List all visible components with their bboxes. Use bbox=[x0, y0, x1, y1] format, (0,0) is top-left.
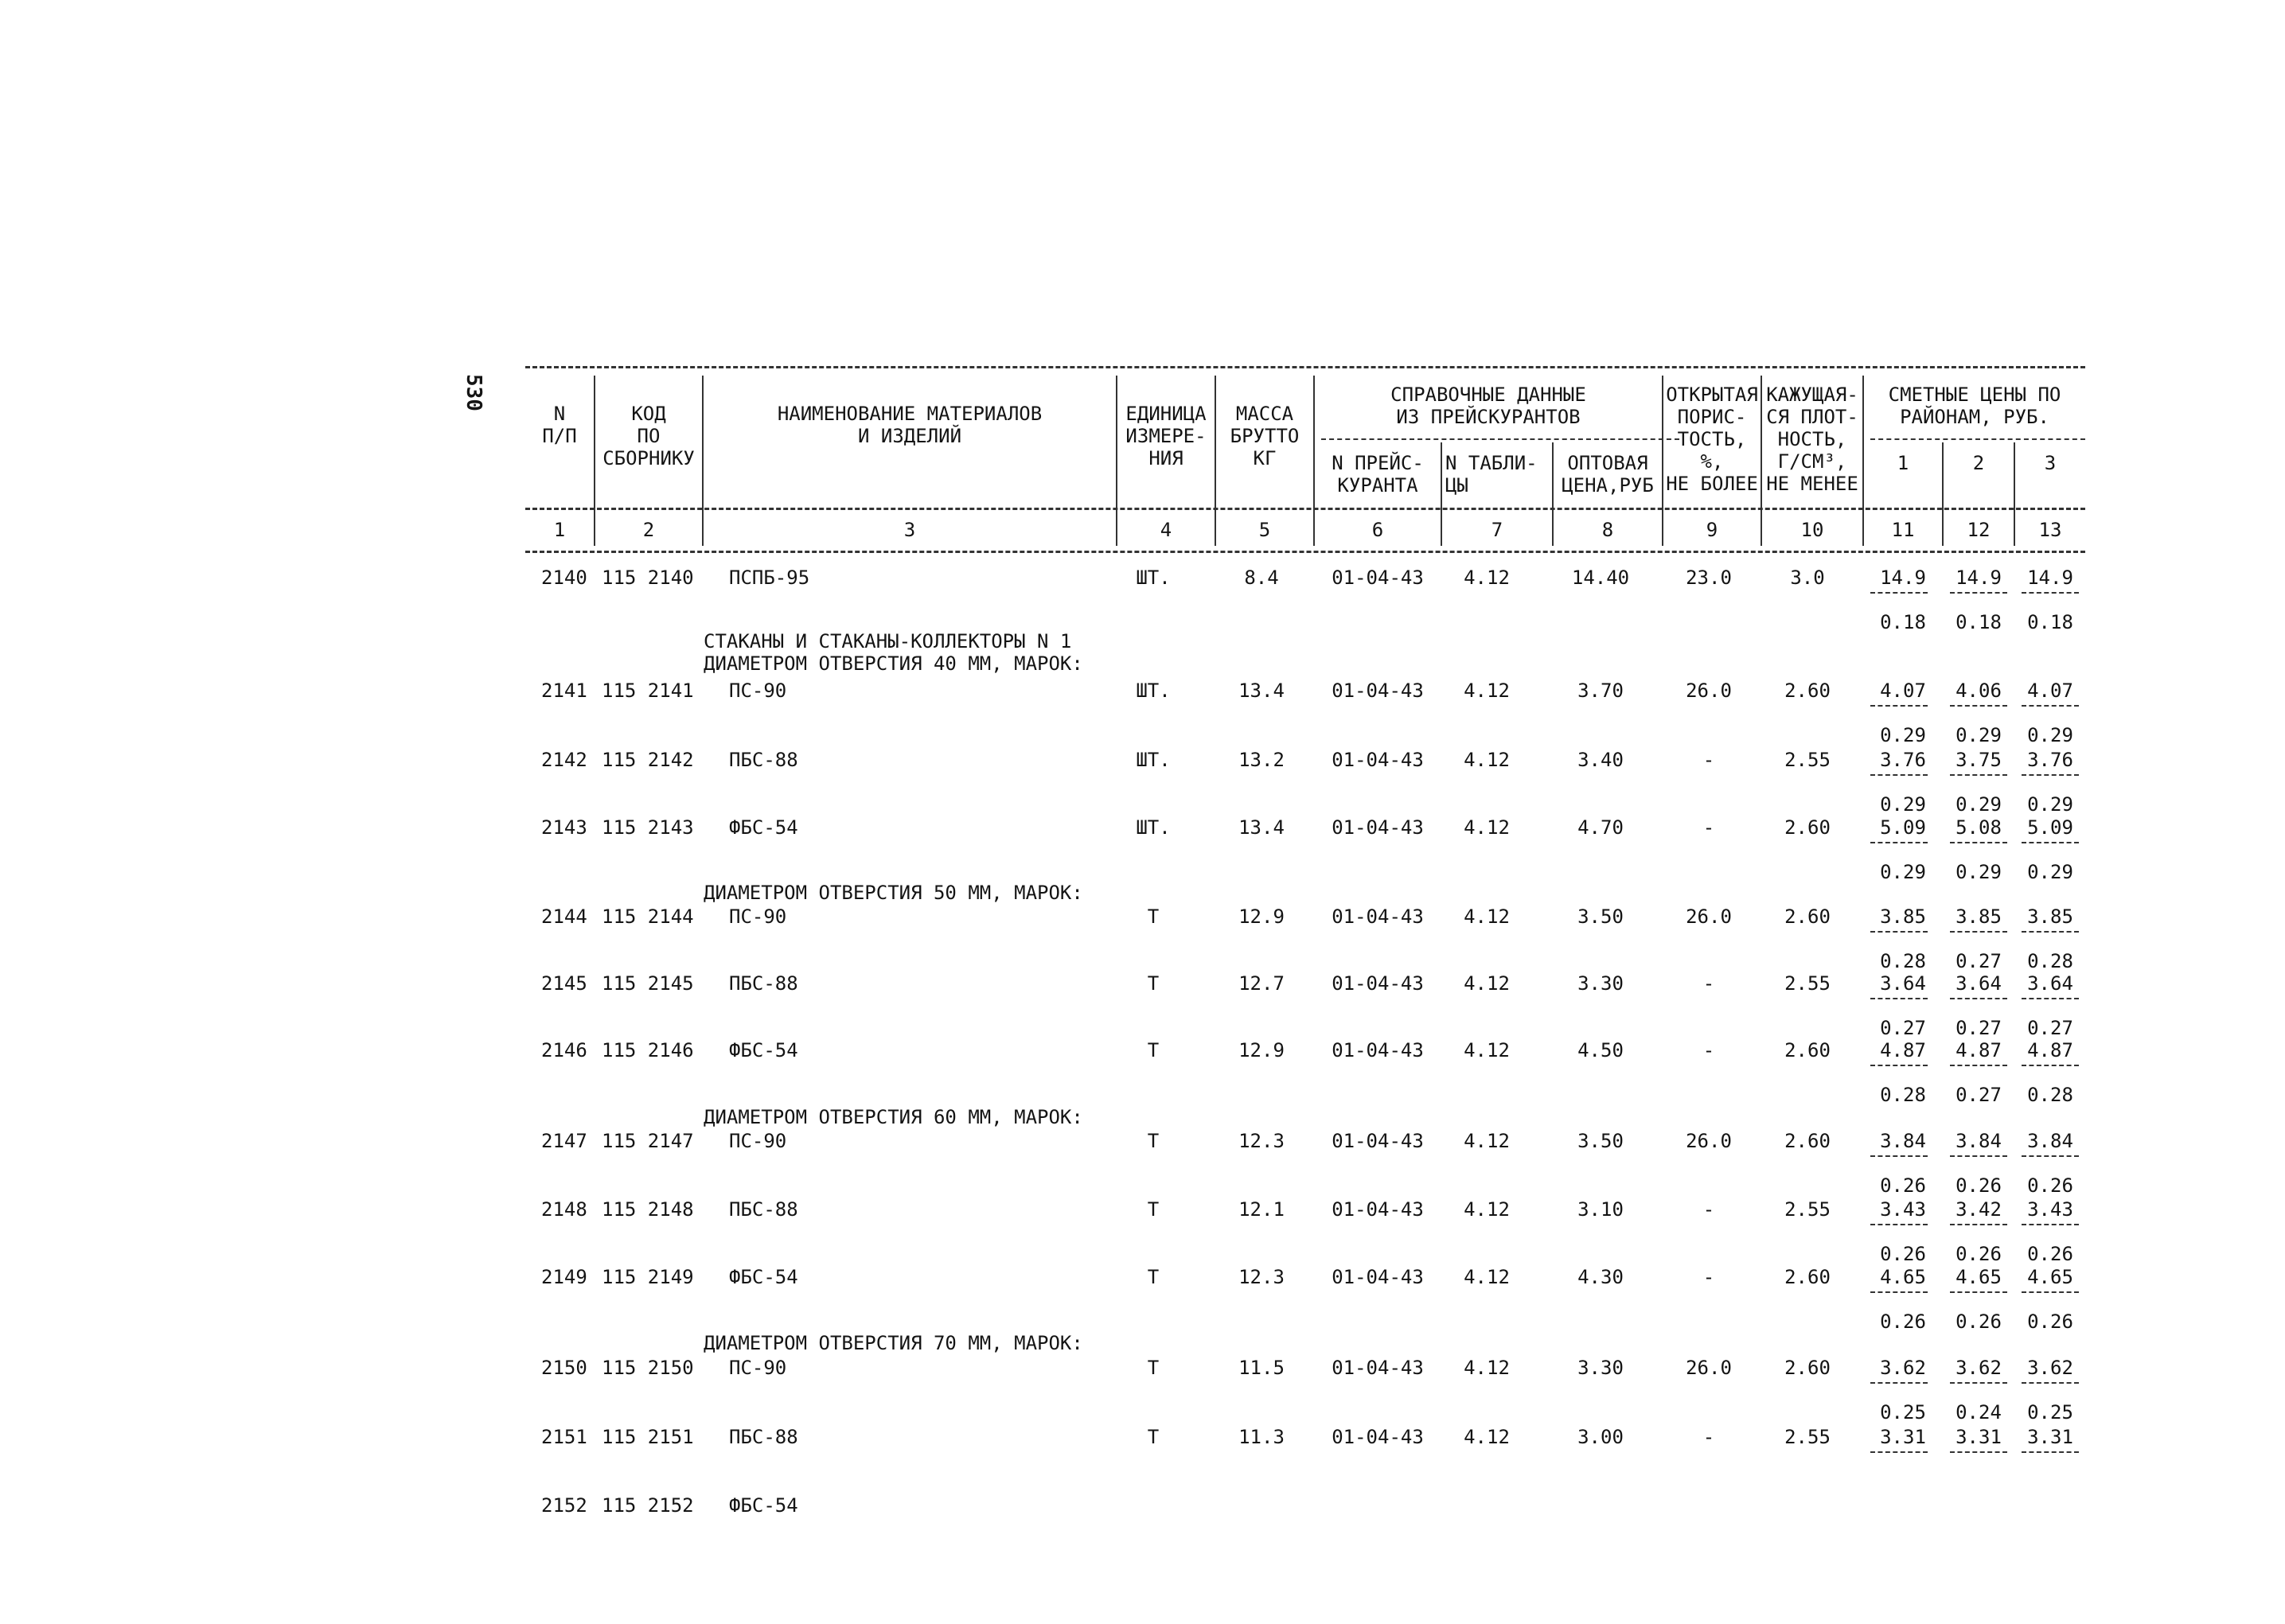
fraction-line bbox=[2022, 842, 2079, 843]
row-table: 4.12 bbox=[1464, 972, 1510, 995]
row-region-price-2: 3.84 bbox=[1956, 1130, 2002, 1152]
row-pricelist: 01-04-43 bbox=[1332, 1266, 1424, 1288]
row-region-transport-2: 0.26 bbox=[1956, 1174, 2002, 1197]
row-wholesale-price: 4.70 bbox=[1577, 816, 1624, 839]
row-region-price-1: 4.65 bbox=[1880, 1266, 1926, 1288]
row-unit: ШТ. bbox=[1136, 567, 1171, 589]
fraction-line bbox=[1950, 592, 2007, 594]
fraction-line bbox=[1950, 705, 2007, 707]
row-pricelist: 01-04-43 bbox=[1332, 1130, 1424, 1152]
fraction-line bbox=[1870, 998, 1928, 999]
row-porosity: - bbox=[1702, 1426, 1715, 1448]
row-name: ПС-90 bbox=[729, 680, 787, 702]
row-pricelist: 01-04-43 bbox=[1332, 1426, 1424, 1448]
row-pricelist: 01-04-43 bbox=[1332, 816, 1424, 839]
row-region-price-3: 3.62 bbox=[2027, 1357, 2073, 1379]
row-density: 2.55 bbox=[1784, 1426, 1831, 1448]
fraction-line bbox=[1870, 774, 1928, 776]
row-density: 2.60 bbox=[1784, 680, 1831, 702]
row-porosity: - bbox=[1702, 1266, 1715, 1288]
row-table: 4.12 bbox=[1464, 1357, 1510, 1379]
row-table: 4.12 bbox=[1464, 567, 1510, 589]
row-region-price-2: 14.9 bbox=[1956, 567, 2002, 589]
column-number: 13 bbox=[2038, 519, 2062, 541]
fraction-line bbox=[1870, 592, 1928, 594]
header-rule bbox=[525, 508, 2085, 510]
header-region-2: 2 bbox=[1972, 452, 1985, 474]
row-region-transport-3: 0.26 bbox=[2027, 1310, 2073, 1333]
header-wholesale-price: ОПТОВАЯ ЦЕНА,РУБ bbox=[1562, 452, 1654, 497]
row-code: 115 2140 bbox=[602, 567, 694, 589]
row-region-price-2: 3.42 bbox=[1956, 1198, 2002, 1221]
row-code: 115 2145 bbox=[602, 972, 694, 995]
row-name: ПБС-88 bbox=[729, 1426, 798, 1448]
fraction-line bbox=[1950, 774, 2007, 776]
fraction-line bbox=[1870, 1155, 1928, 1157]
fraction-line bbox=[2022, 1291, 2079, 1293]
row-unit: Т bbox=[1147, 1039, 1160, 1061]
row-region-price-1: 3.31 bbox=[1880, 1426, 1926, 1448]
row-region-price-2: 3.75 bbox=[1956, 749, 2002, 771]
row-porosity: - bbox=[1702, 1198, 1715, 1221]
row-porosity: 23.0 bbox=[1686, 567, 1732, 589]
column-number: 10 bbox=[1800, 519, 1824, 541]
column-number: 5 bbox=[1258, 519, 1271, 541]
row-mass: 13.4 bbox=[1238, 816, 1285, 839]
section-heading: ДИАМЕТРОМ ОТВЕРСТИЯ 60 ММ, МАРОК: bbox=[704, 1106, 1083, 1128]
row-region-price-1: 3.84 bbox=[1880, 1130, 1926, 1152]
numbers-rule bbox=[525, 551, 2085, 553]
fraction-line bbox=[1870, 1382, 1928, 1384]
row-unit: ШТ. bbox=[1136, 816, 1171, 839]
row-mass: 12.3 bbox=[1238, 1266, 1285, 1288]
row-region-price-2: 3.31 bbox=[1956, 1426, 2002, 1448]
row-unit: ШТ. bbox=[1136, 680, 1171, 702]
row-code: 115 2148 bbox=[602, 1198, 694, 1221]
row-region-price-3: 3.43 bbox=[2027, 1198, 2073, 1221]
row-code: 115 2142 bbox=[602, 749, 694, 771]
row-region-price-1: 5.09 bbox=[1880, 816, 1926, 839]
row-region-price-2: 3.85 bbox=[1956, 905, 2002, 928]
row-name: ФБС-54 bbox=[729, 1266, 798, 1288]
row-code: 115 2150 bbox=[602, 1357, 694, 1379]
row-unit: Т bbox=[1147, 1357, 1160, 1379]
row-code: 115 2143 bbox=[602, 816, 694, 839]
row-number: 2150 bbox=[541, 1357, 587, 1379]
row-mass: 12.1 bbox=[1238, 1198, 1285, 1221]
header-n: N П/П bbox=[542, 403, 577, 447]
row-density: 3.0 bbox=[1790, 567, 1825, 589]
row-number: 2142 bbox=[541, 749, 587, 771]
row-code: 115 2152 bbox=[602, 1494, 694, 1517]
row-density: 2.55 bbox=[1784, 749, 1831, 771]
fraction-line bbox=[2022, 1224, 2079, 1225]
row-region-price-1: 3.76 bbox=[1880, 749, 1926, 771]
header-code: КОД ПО СБОРНИКУ bbox=[602, 403, 695, 469]
fraction-line bbox=[1950, 998, 2007, 999]
row-number: 2152 bbox=[541, 1494, 587, 1517]
row-table: 4.12 bbox=[1464, 905, 1510, 928]
fraction-line bbox=[1870, 931, 1928, 933]
section-heading: ДИАМЕТРОМ ОТВЕРСТИЯ 50 ММ, МАРОК: bbox=[704, 882, 1083, 904]
row-number: 2141 bbox=[541, 680, 587, 702]
column-number: 2 bbox=[642, 519, 655, 541]
row-region-transport-2: 0.18 bbox=[1956, 611, 2002, 633]
header-table-no: N ТАБЛИ- ЦЫ bbox=[1445, 452, 1538, 497]
row-pricelist: 01-04-43 bbox=[1332, 1198, 1424, 1221]
row-region-price-1: 3.64 bbox=[1880, 972, 1926, 995]
column-number: 12 bbox=[1967, 519, 1991, 541]
row-wholesale-price: 14.40 bbox=[1571, 567, 1630, 589]
row-name: ПБС-88 bbox=[729, 972, 798, 995]
row-pricelist: 01-04-43 bbox=[1332, 680, 1424, 702]
column-number: 4 bbox=[1160, 519, 1172, 541]
row-density: 2.55 bbox=[1784, 972, 1831, 995]
row-region-transport-3: 0.26 bbox=[2027, 1174, 2073, 1197]
row-pricelist: 01-04-43 bbox=[1332, 905, 1424, 928]
row-table: 4.12 bbox=[1464, 816, 1510, 839]
section-heading: ДИАМЕТРОМ ОТВЕРСТИЯ 70 ММ, МАРОК: bbox=[704, 1332, 1083, 1354]
row-region-transport-2: 0.27 bbox=[1956, 1084, 2002, 1106]
row-region-transport-3: 0.25 bbox=[2027, 1401, 2073, 1423]
row-number: 2146 bbox=[541, 1039, 587, 1061]
row-unit: Т bbox=[1147, 905, 1160, 928]
row-region-price-2: 3.64 bbox=[1956, 972, 2002, 995]
row-region-price-3: 4.07 bbox=[2027, 680, 2073, 702]
row-wholesale-price: 4.50 bbox=[1577, 1039, 1624, 1061]
page-number: 530 bbox=[462, 374, 485, 411]
row-porosity: 26.0 bbox=[1686, 1357, 1732, 1379]
row-region-transport-2: 0.27 bbox=[1956, 950, 2002, 972]
row-code: 115 2147 bbox=[602, 1130, 694, 1152]
row-pricelist: 01-04-43 bbox=[1332, 972, 1424, 995]
row-name: ФБС-54 bbox=[729, 816, 798, 839]
header-pricelist-no: N ПРЕЙС- КУРАНТА bbox=[1332, 452, 1424, 497]
row-table: 4.12 bbox=[1464, 680, 1510, 702]
fraction-line bbox=[1950, 1382, 2007, 1384]
column-number: 6 bbox=[1371, 519, 1384, 541]
row-region-price-1: 3.43 bbox=[1880, 1198, 1926, 1221]
row-code: 115 2144 bbox=[602, 905, 694, 928]
row-region-price-3: 3.85 bbox=[2027, 905, 2073, 928]
row-mass: 13.4 bbox=[1238, 680, 1285, 702]
column-number: 1 bbox=[553, 519, 566, 541]
row-porosity: 26.0 bbox=[1686, 1130, 1732, 1152]
row-mass: 12.3 bbox=[1238, 1130, 1285, 1152]
row-table: 4.12 bbox=[1464, 749, 1510, 771]
fraction-line bbox=[2022, 705, 2079, 707]
row-code: 115 2146 bbox=[602, 1039, 694, 1061]
row-region-transport-3: 0.18 bbox=[2027, 611, 2073, 633]
fraction-line bbox=[2022, 774, 2079, 776]
row-unit: Т bbox=[1147, 1426, 1160, 1448]
fraction-line bbox=[1950, 1155, 2007, 1157]
row-region-transport-1: 0.29 bbox=[1880, 861, 1926, 883]
row-region-price-2: 4.65 bbox=[1956, 1266, 2002, 1288]
row-porosity: 26.0 bbox=[1686, 905, 1732, 928]
row-region-price-3: 3.31 bbox=[2027, 1426, 2073, 1448]
row-region-transport-3: 0.28 bbox=[2027, 950, 2073, 972]
row-wholesale-price: 3.10 bbox=[1577, 1198, 1624, 1221]
row-region-transport-3: 0.28 bbox=[2027, 1084, 2073, 1106]
row-region-price-3: 3.76 bbox=[2027, 749, 2073, 771]
column-number: 9 bbox=[1706, 519, 1718, 541]
row-density: 2.60 bbox=[1784, 1039, 1831, 1061]
row-number: 2144 bbox=[541, 905, 587, 928]
row-density: 2.55 bbox=[1784, 1198, 1831, 1221]
row-region-price-1: 3.85 bbox=[1880, 905, 1926, 928]
row-region-transport-1: 0.25 bbox=[1880, 1401, 1926, 1423]
fraction-line bbox=[1950, 1451, 2007, 1453]
row-mass: 12.9 bbox=[1238, 905, 1285, 928]
row-region-transport-3: 0.29 bbox=[2027, 793, 2073, 816]
column-number: 3 bbox=[903, 519, 916, 541]
row-region-transport-1: 0.27 bbox=[1880, 1017, 1926, 1039]
row-density: 2.60 bbox=[1784, 816, 1831, 839]
row-porosity: - bbox=[1702, 749, 1715, 771]
row-pricelist: 01-04-43 bbox=[1332, 567, 1424, 589]
row-name: ПС-90 bbox=[729, 905, 787, 928]
price-subrule bbox=[1870, 438, 2085, 440]
column-number: 11 bbox=[1891, 519, 1915, 541]
header-region-1: 1 bbox=[1897, 452, 1909, 474]
row-density: 2.60 bbox=[1784, 1357, 1831, 1379]
row-pricelist: 01-04-43 bbox=[1332, 1039, 1424, 1061]
row-porosity: - bbox=[1702, 972, 1715, 995]
fraction-line bbox=[1870, 842, 1928, 843]
row-pricelist: 01-04-43 bbox=[1332, 1357, 1424, 1379]
row-region-transport-2: 0.29 bbox=[1956, 861, 2002, 883]
row-mass: 13.2 bbox=[1238, 749, 1285, 771]
fraction-line bbox=[2022, 931, 2079, 933]
row-number: 2145 bbox=[541, 972, 587, 995]
row-region-transport-1: 0.29 bbox=[1880, 793, 1926, 816]
fraction-line bbox=[1950, 1065, 2007, 1066]
row-table: 4.12 bbox=[1464, 1266, 1510, 1288]
row-region-transport-3: 0.29 bbox=[2027, 724, 2073, 746]
row-table: 4.12 bbox=[1464, 1130, 1510, 1152]
row-region-transport-2: 0.24 bbox=[1956, 1401, 2002, 1423]
fraction-line bbox=[1950, 1224, 2007, 1225]
row-region-price-3: 14.9 bbox=[2027, 567, 2073, 589]
row-number: 2147 bbox=[541, 1130, 587, 1152]
row-mass: 11.5 bbox=[1238, 1357, 1285, 1379]
fraction-line bbox=[1870, 1065, 1928, 1066]
row-wholesale-price: 3.30 bbox=[1577, 1357, 1624, 1379]
fraction-line bbox=[2022, 1451, 2079, 1453]
row-code: 115 2151 bbox=[602, 1426, 694, 1448]
row-region-transport-1: 0.28 bbox=[1880, 1084, 1926, 1106]
row-region-transport-2: 0.27 bbox=[1956, 1017, 2002, 1039]
row-region-price-3: 3.64 bbox=[2027, 972, 2073, 995]
row-region-price-2: 3.62 bbox=[1956, 1357, 2002, 1379]
row-code: 115 2141 bbox=[602, 680, 694, 702]
row-region-price-3: 4.65 bbox=[2027, 1266, 2073, 1288]
row-unit: ШТ. bbox=[1136, 749, 1171, 771]
row-name: ПБС-88 bbox=[729, 1198, 798, 1221]
row-region-transport-3: 0.26 bbox=[2027, 1243, 2073, 1265]
row-density: 2.60 bbox=[1784, 1130, 1831, 1152]
row-wholesale-price: 3.50 bbox=[1577, 905, 1624, 928]
row-region-transport-2: 0.29 bbox=[1956, 793, 2002, 816]
table-top-rule bbox=[525, 366, 2085, 368]
row-wholesale-price: 3.30 bbox=[1577, 972, 1624, 995]
row-density: 2.60 bbox=[1784, 1266, 1831, 1288]
header-mass: МАССА БРУТТО КГ bbox=[1230, 403, 1300, 469]
fraction-line bbox=[2022, 1382, 2079, 1384]
header-name: НАИМЕНОВАНИЕ МАТЕРИАЛОВ И ИЗДЕЛИЙ bbox=[777, 403, 1043, 447]
row-wholesale-price: 4.30 bbox=[1577, 1266, 1624, 1288]
row-name: ФБС-54 bbox=[729, 1039, 798, 1061]
header-density: КАЖУЩАЯ- СЯ ПЛОТ- НОСТЬ, Г/СМ³, НЕ МЕНЕЕ bbox=[1766, 384, 1858, 495]
fraction-line bbox=[1950, 842, 2007, 843]
row-region-price-3: 5.09 bbox=[2027, 816, 2073, 839]
fraction-line bbox=[1950, 931, 2007, 933]
row-mass: 12.7 bbox=[1238, 972, 1285, 995]
row-name: ФБС-54 bbox=[729, 1494, 798, 1517]
row-porosity: - bbox=[1702, 1039, 1715, 1061]
fraction-line bbox=[2022, 1065, 2079, 1066]
row-region-transport-1: 0.26 bbox=[1880, 1310, 1926, 1333]
row-code: 115 2149 bbox=[602, 1266, 694, 1288]
fraction-line bbox=[1870, 1451, 1928, 1453]
row-region-price-3: 3.84 bbox=[2027, 1130, 2073, 1152]
row-unit: Т bbox=[1147, 972, 1160, 995]
fraction-line bbox=[1870, 705, 1928, 707]
row-region-transport-2: 0.26 bbox=[1956, 1310, 2002, 1333]
row-region-transport-2: 0.29 bbox=[1956, 724, 2002, 746]
row-number: 2143 bbox=[541, 816, 587, 839]
row-porosity: 26.0 bbox=[1686, 680, 1732, 702]
row-region-transport-3: 0.27 bbox=[2027, 1017, 2073, 1039]
price-table bbox=[525, 366, 2085, 1528]
row-mass: 11.3 bbox=[1238, 1426, 1285, 1448]
row-number: 2140 bbox=[541, 567, 587, 589]
row-pricelist: 01-04-43 bbox=[1332, 749, 1424, 771]
row-table: 4.12 bbox=[1464, 1039, 1510, 1061]
section-heading: ДИАМЕТРОМ ОТВЕРСТИЯ 40 ММ, МАРОК: bbox=[704, 652, 1083, 675]
row-region-price-1: 14.9 bbox=[1880, 567, 1926, 589]
fraction-line bbox=[1950, 1291, 2007, 1293]
row-unit: Т bbox=[1147, 1266, 1160, 1288]
row-wholesale-price: 3.70 bbox=[1577, 680, 1624, 702]
fraction-line bbox=[2022, 592, 2079, 594]
row-mass: 12.9 bbox=[1238, 1039, 1285, 1061]
column-number: 7 bbox=[1491, 519, 1503, 541]
row-number: 2148 bbox=[541, 1198, 587, 1221]
fraction-line bbox=[1870, 1291, 1928, 1293]
row-mass: 8.4 bbox=[1244, 567, 1279, 589]
row-table: 4.12 bbox=[1464, 1426, 1510, 1448]
header-estimated-prices: СМЕТНЫЕ ЦЕНЫ ПО РАЙОНАМ, РУБ. bbox=[1888, 384, 2061, 428]
fraction-line bbox=[1870, 1224, 1928, 1225]
row-region-transport-1: 0.26 bbox=[1880, 1243, 1926, 1265]
row-region-price-1: 4.07 bbox=[1880, 680, 1926, 702]
row-region-price-1: 3.62 bbox=[1880, 1357, 1926, 1379]
row-region-transport-1: 0.26 bbox=[1880, 1174, 1926, 1197]
header-reference-group: СПРАВОЧНЫЕ ДАННЫЕ ИЗ ПРЕЙСКУРАНТОВ bbox=[1390, 384, 1586, 428]
row-number: 2149 bbox=[541, 1266, 587, 1288]
row-table: 4.12 bbox=[1464, 1198, 1510, 1221]
row-name: ПС-90 bbox=[729, 1357, 787, 1379]
fraction-line bbox=[2022, 998, 2079, 999]
row-region-price-2: 4.87 bbox=[1956, 1039, 2002, 1061]
row-region-price-1: 4.87 bbox=[1880, 1039, 1926, 1061]
row-porosity: - bbox=[1702, 816, 1715, 839]
row-region-price-3: 4.87 bbox=[2027, 1039, 2073, 1061]
row-region-transport-1: 0.28 bbox=[1880, 950, 1926, 972]
row-name: ПСПБ-95 bbox=[729, 567, 810, 589]
row-region-price-2: 5.08 bbox=[1956, 816, 2002, 839]
row-name: ПБС-88 bbox=[729, 749, 798, 771]
row-region-transport-1: 0.29 bbox=[1880, 724, 1926, 746]
row-name: ПС-90 bbox=[729, 1130, 787, 1152]
row-region-transport-3: 0.29 bbox=[2027, 861, 2073, 883]
header-region-3: 3 bbox=[2044, 452, 2057, 474]
row-unit: Т bbox=[1147, 1198, 1160, 1221]
header-porosity: ОТКРЫТАЯ ПОРИС- ТОСТЬ, %, НЕ БОЛЕЕ bbox=[1666, 384, 1758, 495]
row-unit: Т bbox=[1147, 1130, 1160, 1152]
row-region-price-2: 4.06 bbox=[1956, 680, 2002, 702]
row-number: 2151 bbox=[541, 1426, 587, 1448]
row-wholesale-price: 3.50 bbox=[1577, 1130, 1624, 1152]
header-unit: ЕДИНИЦА ИЗМЕРЕ- НИЯ bbox=[1125, 403, 1207, 469]
row-wholesale-price: 3.00 bbox=[1577, 1426, 1624, 1448]
ref-subrule bbox=[1321, 438, 1679, 440]
fraction-line bbox=[2022, 1155, 2079, 1157]
row-region-transport-2: 0.26 bbox=[1956, 1243, 2002, 1265]
section-heading: СТАКАНЫ И СТАКАНЫ-КОЛЛЕКТОРЫ N 1 bbox=[704, 630, 1072, 652]
row-region-transport-1: 0.18 bbox=[1880, 611, 1926, 633]
row-wholesale-price: 3.40 bbox=[1577, 749, 1624, 771]
column-number: 8 bbox=[1601, 519, 1614, 541]
row-density: 2.60 bbox=[1784, 905, 1831, 928]
